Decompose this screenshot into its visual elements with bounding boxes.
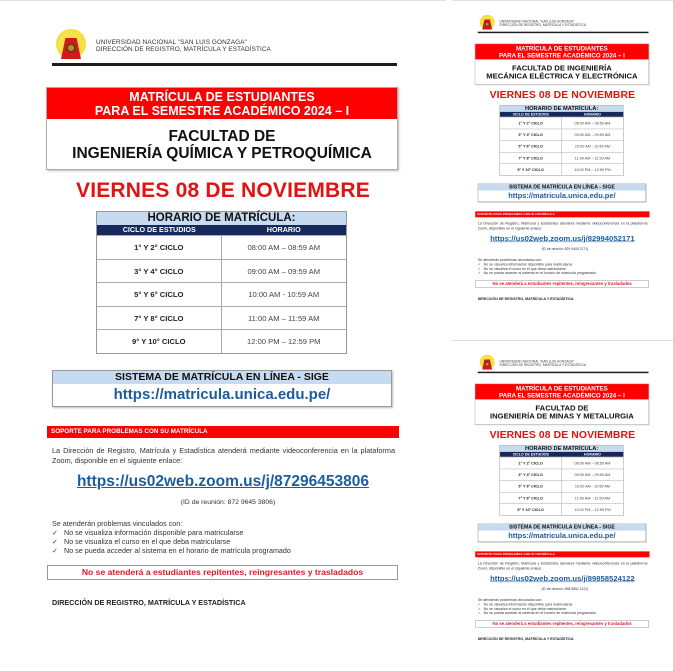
schedule-header-row (500, 452, 623, 457)
horario-cell: 12:00 PM – 12:59 PM (574, 507, 611, 512)
enrollment-date: VIERNES 08 DE NOVIEMBRE (489, 89, 636, 101)
enrollment-title (475, 44, 648, 59)
schedule-row (500, 503, 623, 515)
check-icon: ✓ (477, 266, 481, 271)
meeting-id: (ID de reunión: 829 9405 2171) (541, 247, 589, 251)
issues-intro: Se atenderán problemas vinculados con: (477, 257, 543, 262)
column-header-horario: HORARIO (584, 111, 601, 117)
schedule-table (96, 211, 347, 354)
check-icon: ✓ (477, 270, 481, 276)
zoom-meeting-link[interactable]: https://us02web.zoom.us/j/82994052171 (490, 234, 635, 244)
exclusion-warning: No se atenderá a estudiantes repitentes, reingresantes y trasladados (475, 620, 649, 627)
university-logo-icon (56, 29, 86, 59)
column-header-horario: HORARIO (266, 225, 301, 234)
check-icon: ✓ (477, 610, 481, 616)
ciclo-cell: 5° Y 6° CICLO (500, 481, 562, 492)
zoom-meeting-link[interactable]: https://us02web.zoom.us/j/89858524122 (490, 574, 635, 584)
horario-cell: 08:00 AM – 08:59 AM (574, 460, 611, 466)
ciclo-cell: 9° Y 10° CICLO (97, 330, 222, 353)
flyer-page (452, 1, 673, 333)
faculty-line-1: FACULTAD DE (535, 403, 589, 413)
schedule-row (500, 140, 623, 152)
schedule-row (500, 457, 623, 469)
issues-list (52, 528, 291, 555)
sige-title: SISTEMA DE MATRÍCULA EN LÍNEA - SIGE (53, 371, 391, 384)
faculty-name (475, 399, 648, 420)
ciclo-cell: 1° Y 2° CICLO (500, 117, 562, 128)
exclusion-warning: No se atenderá a estudiantes repitentes, reingresantes y trasladados (47, 565, 398, 580)
signature: DIRECCIÓN DE REGISTRO, MATRÍCULA Y ESTADÍSTICA (52, 598, 246, 607)
horario-cell: 09:00 AM – 09:59 AM (574, 472, 611, 477)
title-line-2: PARA EL SEMESTRE ACADÉMICO 2024 – I (94, 104, 350, 118)
signature: DIRECCIÓN DE REGISTRO, MATRÍCULA Y ESTADÍSTICA (477, 636, 574, 641)
zoom-meeting-link[interactable]: https://us02web.zoom.us/j/87296453806 (76, 473, 370, 490)
horario-cell: 10:00 AM - 10:59 AM (248, 290, 320, 299)
university-header (478, 354, 649, 373)
check-icon: ✓ (477, 261, 481, 267)
schedule-row (97, 329, 346, 353)
column-header-horario: HORARIO (584, 451, 601, 457)
faculty-line-2: MECÁNICA ELÉCTRICA Y ELECTRÓNICA (486, 72, 638, 81)
issue-item: ✓ No se visualiza información disponible para matricularse (52, 528, 244, 537)
university-header (478, 14, 649, 33)
header-divider (52, 63, 397, 66)
faculty-line-2: INGENIERÍA QUÍMICA Y PETROQUÍMICA (72, 145, 372, 162)
issue-item: ✓ No se visualiza el curso en el que deba matricularse (477, 606, 566, 611)
schedule-row (500, 163, 623, 175)
check-icon: ✓ (52, 528, 59, 537)
schedule-title: HORARIO DE MATRÍCULA: (500, 445, 623, 451)
schedule-row (97, 235, 346, 259)
issues-list (478, 602, 596, 615)
faculty-line-1: FACULTAD DE INGENIERÍA (511, 63, 612, 73)
schedule-row (500, 152, 623, 164)
horario-cell: 08:00 AM – 08:59 AM (247, 243, 321, 252)
ciclo-cell: 1° Y 2° CICLO (97, 236, 222, 259)
university-name: UNIVERSIDAD NACIONAL "SAN LUIS GONZAGA" (96, 39, 247, 46)
university-logo-icon (480, 355, 495, 370)
sige-title: SISTEMA DE MATRÍCULA EN LÍNEA - SIGE (478, 184, 645, 190)
issue-item: ✓ No se visualiza información disponible para matricularse (477, 261, 573, 267)
support-description: La Dirección de Registro, Matrícula y Estadística atenderá mediante videoconferencia en la plataforma Zoom, disponible en el siguiente enlace: (52, 446, 395, 465)
schedule-header-row (500, 112, 623, 117)
schedule-table (500, 445, 624, 516)
title-line-1: MATRÍCULA DE ESTUDIANTES (129, 90, 315, 104)
column-header-ciclo: CICLO DE ESTUDIOS (512, 111, 549, 117)
enrollment-title (475, 384, 648, 399)
schedule-title: HORARIO DE MATRÍCULA: (97, 212, 346, 225)
university-name: UNIVERSIDAD NACIONAL "SAN LUIS GONZAGA" (499, 359, 575, 364)
faculty-line-1: FACULTAD DE (168, 128, 276, 145)
sige-link[interactable]: https://matricula.unica.edu.pe/ (508, 531, 616, 540)
ciclo-cell: 7° Y 8° CICLO (500, 152, 562, 163)
issues-list (478, 262, 596, 275)
signature: DIRECCIÓN DE REGISTRO, MATRÍCULA Y ESTADÍSTICA (477, 296, 574, 301)
sige-link[interactable]: https://matricula.unica.edu.pe/ (508, 191, 616, 200)
enrollment-date: VIERNES 08 DE NOVIEMBRE (489, 429, 636, 441)
support-heading: SOPORTE PARA PROBLEMAS CON SU MATRÍCULA (475, 551, 649, 557)
horario-cell: 11:00 AM – 11:59 AM (248, 313, 320, 323)
flyer-minas-metalurgia (452, 340, 673, 671)
column-header-ciclo: CICLO DE ESTUDIOS (512, 451, 549, 457)
office-name: DIRECCIÓN DE REGISTRO, MATRÍCULA Y ESTADÍSTICA (499, 363, 587, 367)
university-name: UNIVERSIDAD NACIONAL "SAN LUIS GONZAGA" (499, 19, 575, 24)
ciclo-cell: 3° Y 4° CICLO (500, 129, 562, 140)
faculty-name (47, 119, 397, 162)
ciclo-cell: 3° Y 4° CICLO (97, 260, 222, 283)
title-line-1: MATRÍCULA DE ESTUDIANTES (515, 385, 608, 392)
issue-item: ✓ No se pueda acceder al sistema en el horario de matrícula programado (477, 270, 597, 276)
horario-cell: 11:00 AM – 11:59 AM (574, 495, 611, 501)
enrollment-title (47, 88, 397, 119)
ciclo-cell: 1° Y 2° CICLO (500, 457, 562, 468)
check-icon: ✓ (477, 601, 481, 607)
sige-link[interactable]: https://matricula.unica.edu.pe/ (113, 386, 331, 403)
issues-intro: Se atenderán problemas vinculados con: (477, 597, 543, 602)
column-header-ciclo: CICLO DE ESTUDIOS (122, 225, 196, 234)
schedule-header-row (97, 225, 346, 235)
check-icon: ✓ (52, 537, 59, 546)
check-icon: ✓ (477, 606, 481, 611)
horario-cell: 09:00 AM – 09:59 AM (247, 266, 321, 276)
meeting-id: (ID de reunión: 898 5852 4122) (541, 587, 589, 591)
horario-cell: 08:00 AM – 08:59 AM (574, 120, 611, 126)
faculty-name (475, 59, 648, 80)
enrollment-date: VIERNES 08 DE NOVIEMBRE (75, 179, 370, 202)
title-line-2: PARA EL SEMESTRE ACADÉMICO 2024 – I (498, 391, 625, 399)
title-box (475, 384, 649, 425)
sige-box (478, 524, 646, 542)
schedule-row (500, 128, 623, 140)
flyer-page (452, 341, 673, 671)
exclusion-warning: No se atenderá a estudiantes repitentes, reingresantes y trasladados (475, 280, 649, 287)
sige-title: SISTEMA DE MATRÍCULA EN LÍNEA - SIGE (478, 524, 645, 530)
schedule-row (97, 306, 346, 330)
support-description: La Dirección de Registro, Matrícula y Estadística atenderá mediante videoconferencia en la plataforma Zoom, disponible en el siguiente enlace: (477, 561, 648, 571)
ciclo-cell: 3° Y 4° CICLO (500, 469, 562, 480)
horario-cell: 09:00 AM – 09:59 AM (574, 132, 611, 137)
horario-cell: 11:00 AM – 11:59 AM (574, 155, 611, 161)
issue-item: ✓ No se pueda acceder al sistema en el horario de matrícula programado (52, 546, 291, 555)
issue-item: ✓ No se pueda acceder al sistema en el horario de matrícula programado (477, 610, 597, 616)
ciclo-cell: 9° Y 10° CICLO (500, 164, 562, 175)
horario-cell: 12:00 PM – 12:59 PM (574, 167, 611, 172)
faculty-line-2: INGENIERÍA DE MINAS Y METALURGIA (489, 412, 634, 421)
header-divider (478, 32, 649, 33)
title-line-2: PARA EL SEMESTRE ACADÉMICO 2024 – I (498, 51, 625, 59)
sige-box (478, 184, 646, 202)
support-heading: SOPORTE PARA PROBLEMAS CON SU MATRÍCULA (47, 426, 399, 438)
university-header (52, 27, 397, 65)
university-logo-icon (480, 15, 495, 30)
horario-cell: 10:00 AM - 10:59 AM (574, 484, 611, 489)
check-icon: ✓ (52, 546, 59, 555)
schedule-row (500, 492, 623, 504)
office-name: DIRECCIÓN DE REGISTRO, MATRÍCULA Y ESTADÍSTICA (499, 23, 587, 27)
schedule-row (500, 480, 623, 492)
ciclo-cell: 7° Y 8° CICLO (500, 492, 562, 503)
ciclo-cell: 5° Y 6° CICLO (97, 283, 222, 306)
sige-box (52, 370, 392, 407)
schedule-row (97, 259, 346, 283)
schedule-title: HORARIO DE MATRÍCULA: (500, 105, 623, 111)
issue-item: ✓ No se visualiza información disponible para matricularse (477, 601, 573, 607)
flyer-page (0, 1, 446, 671)
horario-cell: 10:00 AM - 10:59 AM (574, 144, 611, 149)
title-box (46, 87, 398, 170)
ciclo-cell: 9° Y 10° CICLO (500, 504, 562, 515)
support-heading: SOPORTE PARA PROBLEMAS CON SU MATRÍCULA (475, 211, 649, 217)
title-line-1: MATRÍCULA DE ESTUDIANTES (515, 45, 608, 52)
header-divider (478, 372, 649, 373)
issue-item: ✓ No se visualiza el curso en el que deba matricularse (52, 537, 231, 546)
title-box (475, 44, 649, 85)
flyer-mecanica-electrica (452, 0, 673, 335)
meeting-id: (ID de reunión: 872 9645 3806) (180, 499, 276, 506)
schedule-row (500, 117, 623, 129)
schedule-table (500, 105, 624, 176)
ciclo-cell: 5° Y 6° CICLO (500, 141, 562, 152)
support-description: La Dirección de Registro, Matrícula y Estadística atenderá mediante videoconferencia en la plataforma Zoom, disponible en el siguiente enlace: (477, 221, 648, 231)
issues-intro: Se atenderán problemas vinculados con: (52, 519, 183, 528)
office-name: DIRECCIÓN DE REGISTRO, MATRÍCULA Y ESTADÍSTICA (96, 46, 271, 54)
schedule-row (500, 468, 623, 480)
issue-item: ✓ No se visualiza el curso en el que deba matricularse (477, 266, 566, 271)
schedule-row (97, 282, 346, 306)
horario-cell: 12:00 PM – 12:59 PM (247, 337, 321, 346)
ciclo-cell: 7° Y 8° CICLO (97, 307, 222, 330)
